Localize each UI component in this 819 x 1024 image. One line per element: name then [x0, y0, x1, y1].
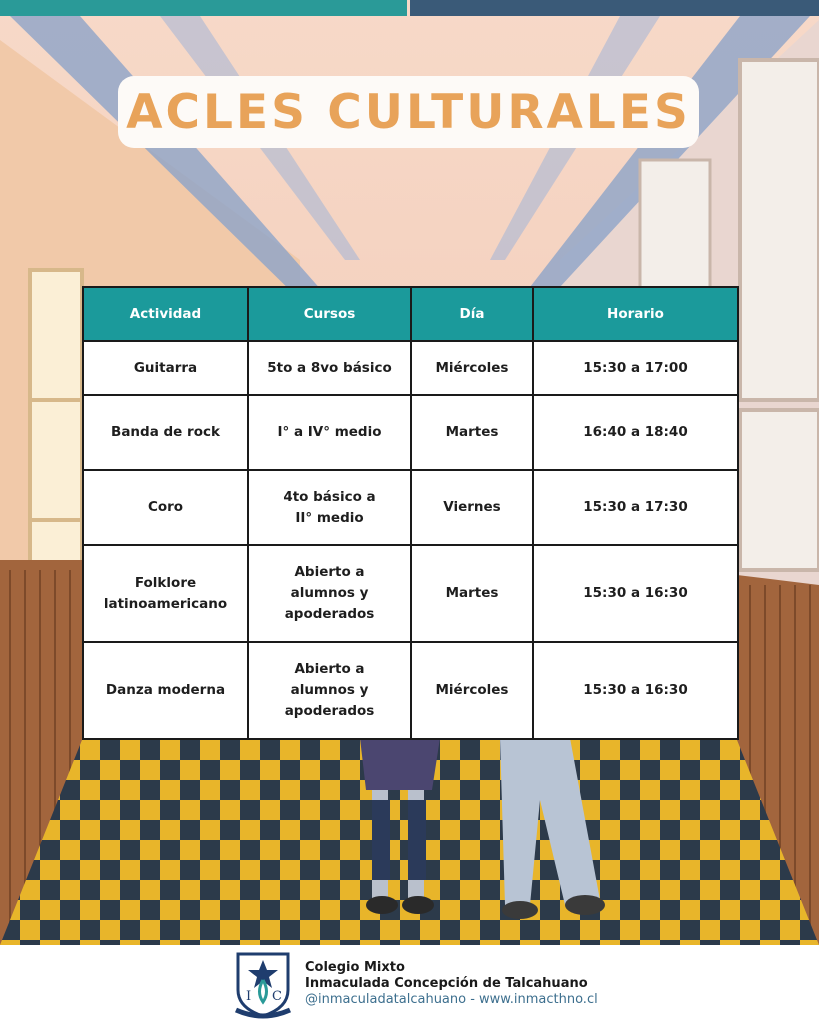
title-box: [118, 76, 699, 148]
header-dia: Día: [411, 287, 533, 341]
cell-horario: 15:30 a 16:30: [533, 545, 738, 642]
contact-line: @inmaculadatalcahuano - www.inmacthno.cl: [305, 992, 598, 1007]
table-row: [83, 545, 738, 642]
table-row: [83, 642, 738, 739]
cell-actividad: Banda de rock: [83, 395, 248, 470]
header-cursos: Cursos: [248, 287, 411, 341]
table-row: [83, 395, 738, 470]
crest-letter-c: C: [272, 989, 282, 1004]
cell-dia: Miércoles: [411, 642, 533, 739]
schedule-table: [82, 286, 739, 740]
cell-dia: Viernes: [411, 470, 533, 545]
cell-horario: 15:30 a 16:30: [533, 642, 738, 739]
cell-horario: 16:40 a 18:40: [533, 395, 738, 470]
cell-cursos: I° a IV° medio: [248, 395, 411, 470]
cell-cursos: Abierto a alumnos y apoderados: [248, 545, 411, 642]
footer-text: [305, 960, 598, 1008]
cell-cursos: 5to a 8vo básico: [248, 341, 411, 395]
cell-dia: Miércoles: [411, 341, 533, 395]
crest-letter-i: I: [246, 989, 252, 1004]
table-header-row: [83, 287, 738, 341]
table-row: [83, 470, 738, 545]
cell-actividad: Danza moderna: [83, 642, 248, 739]
cell-actividad: Coro: [83, 470, 248, 545]
school-name-line2: Inmaculada Concepción de Talcahuano: [305, 976, 588, 991]
cell-cursos: Abierto a alumnos y apoderados: [248, 642, 411, 739]
cell-horario: 15:30 a 17:00: [533, 341, 738, 395]
cell-actividad: Guitarra: [83, 341, 248, 395]
cell-dia: Martes: [411, 395, 533, 470]
page-title: ACLES CULTURALES: [126, 84, 691, 140]
table-row: [83, 341, 738, 395]
top-bar-navy: [410, 0, 819, 16]
school-name-line1: Colegio Mixto: [305, 960, 405, 975]
header-horario: Horario: [533, 287, 738, 341]
header-actividad: Actividad: [83, 287, 248, 341]
cell-dia: Martes: [411, 545, 533, 642]
school-crest-icon: [232, 950, 294, 1020]
top-bar-teal: [0, 0, 407, 16]
cell-cursos: 4to básico a II° medio: [248, 470, 411, 545]
cell-actividad: Folklore latinoamericano: [83, 545, 248, 642]
cell-horario: 15:30 a 17:30: [533, 470, 738, 545]
